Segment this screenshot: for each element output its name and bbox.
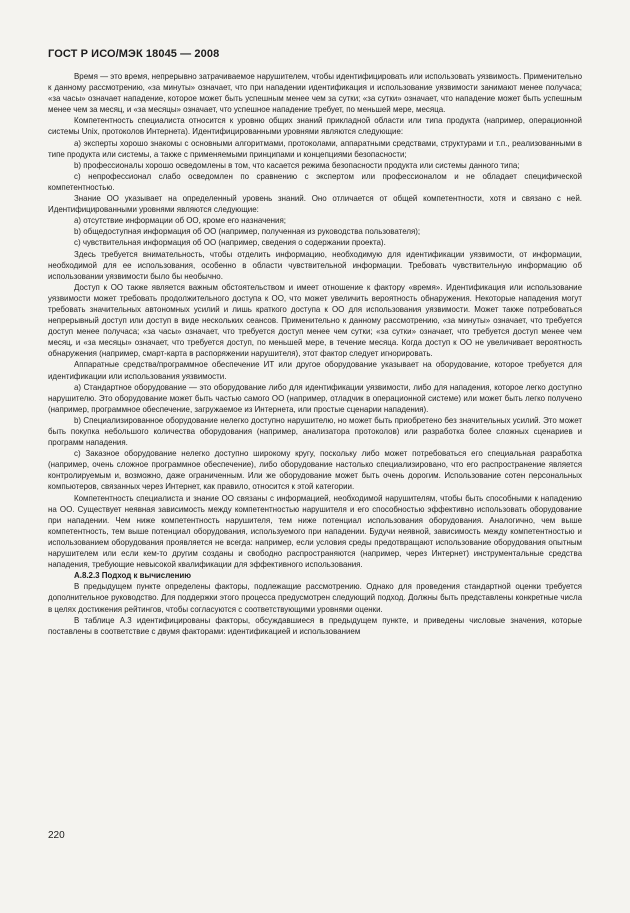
list-item-professionals: b) профессионалы хорошо осведомлены в том, что касается режима безопасности продукта или системы данного типа; — [74, 160, 520, 170]
document-body — [48, 71, 582, 637]
paragraph-knowledge: Знание ОО указывает на определенный уровень знаний. Оно отличается от общей компетентности, хотя и связано с ней. Идентифицированными уровнями являются следующие: — [48, 194, 582, 215]
paragraph-access: Доступ к ОО также является важным обстоятельством и имеет отношение к фактору «время». Идентификация или использование уязвимости может требовать продолжительного доступа к ОО, что может увеличить вероятность обнаружения. Некоторые нападения могут требовать значительных автономных усилий и лишь краткого доступа к ОО для использования уязвимости. Может также потребоваться непрерывный доступ или доступ в виде нескольких сеансов. Применительно к данному рассмотрению, «за минуты» означает, что требуется доступ менее получаса; «за часы» означает, что требуется доступ менее чем сутки; «за сутки» означает, что требуется доступ менее чем месяц, и «за месяцы» означает, что требуется доступ, по меньшей мере, в течение месяца. Когда доступ к ОО не увеличивает вероятность обнаружения (например, смарт-карта в распоряжении нарушителя), этот фактор следует игнорировать. — [48, 282, 582, 359]
paragraph-equipment: Аппаратные средства/программное обеспечение ИТ или другое оборудование указывает на оборудование, которое требуется для идентификации или использования уязвимости. — [48, 360, 582, 381]
paragraph-expertise: Компетентность специалиста относится к уровню общих знаний прикладной области или типа продукта (например, операционной системы Unix, протоколов Интернета). Идентифицированными уровнями являются следующие: — [48, 116, 582, 137]
list-item-bespoke-equipment: c) Заказное оборудование нелегко доступно широкому кругу, поскольку либо может потребоваться его специальная разработка (например, очень сложное программное обеспечение), либо оборудование настолько специализировано, что его распространение является контролируемым и, возможно, даже ограниченным. Или же оборудование может быть очень дорогим. Использование сотен персональных компьютеров, связанных через Интернет, как правило, относится к этой категории. — [48, 449, 582, 492]
list-item-layman: c) непрофессионал слабо осведомлен по сравнению с экспертом или профессионалом и не обладает специфической компетентностью. — [48, 171, 582, 192]
document-header: ГОСТ Р ИСО/МЭК 18045 — 2008 — [48, 48, 220, 60]
list-item-sensitive-info: c) чувствительная информация об ОО (например, сведения о содержании проекта). — [74, 238, 386, 248]
list-item-standard-equipment: a) Стандартное оборудование — это оборудование либо для идентификации уязвимости, либо для нападения, которое легко доступно нарушителю. Это оборудование может быть частью самого ОО (например, отладчик в операционной системе) или может быть легко получено (например, программное обеспечение, загружаемое из Интернета, или простые сценарии нападения). — [48, 382, 582, 414]
paragraph-approach: В предыдущем пункте определены факторы, подлежащие рассмотрению. Однако для проведения стандартной оценки требуется дополнительное руководство. Для поддержки этого процесса предусмотрен следующий подход. Должны быть представлены конкретные числа в целях достижения рейтингов, чтобы согласуются с соответствующими уровнями оценки. — [48, 582, 582, 614]
paragraph-care: Здесь требуется внимательность, чтобы отделить информацию, необходимую для идентификации уязвимости, от информации, необходимой для ее использования, особенно в области чувствительной информации. Требовать чувствительную информацию об использовании уязвимости было бы необычно. — [48, 249, 582, 281]
list-item-experts: a) эксперты хорошо знакомы с основными алгоритмами, протоколами, аппаратными средствами, структурами и т.п., реализованными в типе продукта или системы, а также с применяемыми принципами и концепциями безопасности; — [48, 138, 582, 159]
list-item-no-info: a) отсутствие информации об ОО, кроме его назначения; — [74, 216, 286, 226]
paragraph-time: Время — это время, непрерывно затрачиваемое нарушителем, чтобы идентифицировать или использовать уязвимость. Применительно к данному рассмотрению, «за минуты» означает, что при нападении идентификация и использование уязвимости занимают менее получаса; «за часы» означает нападение, которое может быть успешным менее чем за сутки; «за сутки» означает, что нападение может быть успешным менее чем за месяц, и «за месяцы» означает, что успешное нападение требует, по меньшей мере, месяца. — [48, 72, 582, 115]
paragraph-dependency: Компетентность специалиста и знание ОО связаны с информацией, необходимой нарушителям, чтобы быть способными к нападению на ОО. Существует неявная зависимость между компетентностью нарушителя и его способностью эффективно использовать оборудование при нападении. Чем ниже компетентность нарушителя, тем ниже потенциал использования оборудования. Аналогично, чем выше компетентность, тем выше потенциал оборудования, используемого при нападении. Будучи неявной, зависимость между компетентностью и использованием оборудования проявляется не всегда: например, если условия среды предотвращают использование оборудования опытным нарушителем или если кем-то другим созданы и свободно распространяются (например, через Интернет) инструментальные средства нападения, требующие невысокой квалификации для эффективного использования. — [48, 493, 582, 570]
list-item-specialized-equipment: b) Специализированное оборудование нелегко доступно нарушителю, но может быть приобретено без значительных усилий. Это может быть покупка небольшого количества оборудования (например, анализатора протоколов) или разработка более сложных сценариев и программ нападения. — [48, 415, 582, 448]
list-item-public-info: b) общедоступная информация об ОО (например, полученная из руководства пользователя); — [74, 227, 421, 237]
section-heading: А.8.2.3 Подход к вычислению — [74, 571, 192, 581]
paragraph-table-ref: В таблице А.3 идентифицированы факторы, обсуждавшиеся в предыдущем пункте, и приведены числовые значения, которые поставлены в соответствие с двумя факторами: идентификацией и использованием — [48, 615, 582, 636]
page-number: 220 — [48, 830, 65, 841]
